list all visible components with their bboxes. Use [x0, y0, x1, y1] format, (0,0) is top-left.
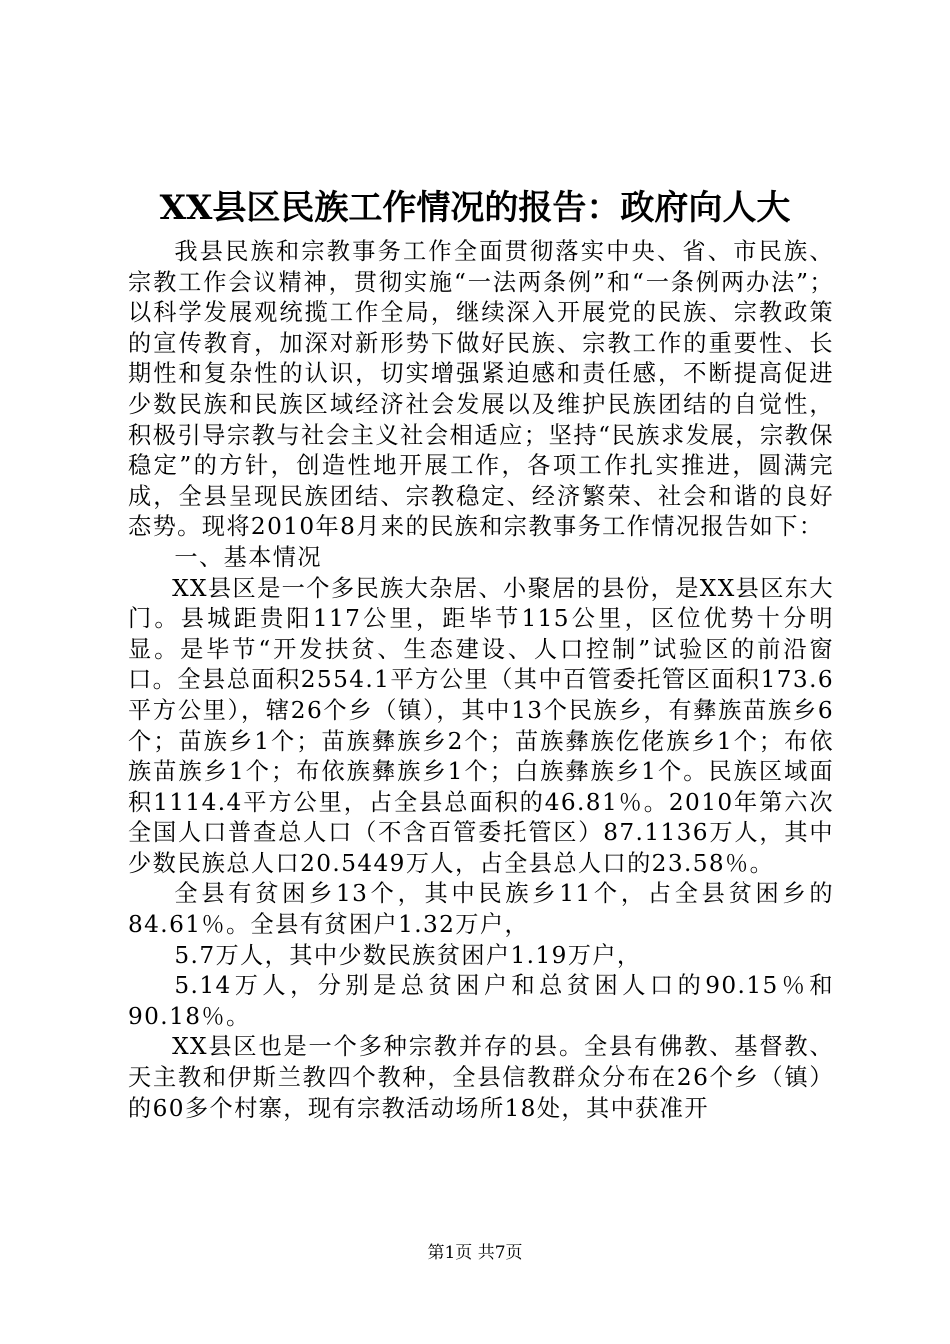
paragraph-county-overview: XX县区是一个多民族大杂居、小聚居的县份，是XX县区东大门。县城距贵阳117公里，距毕节115公里，区位优势十分明显。是毕节“开发扶贫、生态建设、人口控制”试验区的前沿窗口。全县总面积2554.1平方公里（其中百管委托管区面积173.6平方公里），辖26个乡（镇），其中13个民族乡，有彝族苗族乡6个；苗族乡1个；苗族彝族乡2个；苗族彝族仡佬族乡1个；布依族苗族乡1个；布依族彝族乡1个；白族彝族乡1个。民族区域面积1114.4平方公里，占全县总面积的46.81％。2010年第六次全国人口普查总人口（不含百管委托管区）87.1136万人，其中少数民族总人口20.5449万人，占全县总人口的23.58％。: [128, 574, 834, 877]
paragraph-poverty-ratio: 5.14万人，分别是总贫困户和总贫困人口的90.15％和90.18％。: [128, 972, 834, 1030]
paragraph-intro: 我县民族和宗教事务工作全面贯彻落实中央、省、市民族、宗教工作会议精神，贯彻实施“一法两条例”和“一条例两办法”；以科学发展观统揽工作全局，继续深入开展党的民族、宗教政策的宣传教育，加深对新形势下做好民族、宗教工作的重要性、长期性和复杂性的认识，切实增强紧迫感和责任感，不断提高促进少数民族和民族区域经济社会发展以及维护民族团结的自觉性，积极引导宗教与社会主义社会相适应；坚持“民族求发展，宗教保稳定”的方针，创造性地开展工作，各项工作扎实推进，圆满完成，全县呈现民族团结、宗教稳定、经济繁荣、社会和谐的良好态势。现将2010年8月来的民族和宗教事务工作情况报告如下：: [128, 238, 834, 541]
paragraph-poverty: 全县有贫困乡13个，其中民族乡11个，占全县贫困乡的84.61％。全县有贫困户1.32万户，: [128, 880, 834, 939]
paragraph-poverty-population: 5.7万人，其中少数民族贫困户1.19万户，: [174, 941, 642, 969]
section-heading-basic-situation: 一、基本情况: [174, 543, 322, 571]
document-title: XX县区民族工作情况的报告：政府向人大: [159, 188, 791, 228]
document-body: [128, 237, 834, 1124]
page-indicator: 第1页 共7页: [427, 1243, 523, 1263]
paragraph-religion: XX县区也是一个多种宗教并存的县。全县有佛教、基督教、天主教和伊斯兰教四个教种，全县信教群众分布在26个乡（镇）的60多个村寨，现有宗教活动场所18处，其中获准开: [128, 1033, 834, 1122]
